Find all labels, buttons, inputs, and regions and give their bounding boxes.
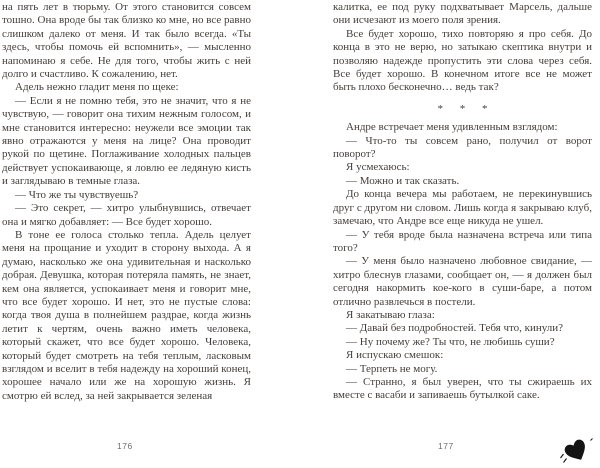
paragraph: — Что же ты чувствуешь? (15, 188, 139, 201)
paragraph: калитка, ее под руку подхватывает Марсель, дальше они исчезают из моего поля зрения. (333, 1, 592, 27)
page-number-right: 177 (438, 441, 454, 451)
scene-break: * * * (437, 102, 495, 115)
paragraph: — Терпеть не могу. (346, 362, 438, 375)
paragraph: Андре встречает меня удивленным взглядом: (346, 121, 558, 134)
paragraph: В тоне ее голоса столько тепла. Адель целует меня на прощание и уходит в сторону выхода. А я думаю, насколько же она удивительная и насколько добрая. Девушка, которая потеряла память, не знает, кем она является, успокаивает меня и говорит мне, что все будет хорошо. И нет, это не пустые слова: когда твоя душа в полнейшем раздрае, когда жизнь летит к чертям, очень важно иметь человека, который скажет, что все будет хорошо. Человека, который будет смотреть на тебя теплым, ласковым взглядом и вселит в тебя надежду на хороший конец, хорошее начало или же на хорошую жизнь. Я смотрю ей вслед, за ней закрывается зеленая (2, 228, 251, 402)
paragraph: До конца вечера мы работаем, не перекинувшись друг с другом ни словом. Лишь когда я закрываю клуб, замечаю, что Андре все еще никуда не ушел. (333, 188, 592, 228)
paragraph: — Ну почему же? Ты что, не любишь суши? (346, 335, 555, 348)
paragraph: — Странно, я был уверен, что ты сжираешь их вместе с васаби и запиваешь бутылкой саке. (333, 375, 592, 402)
paragraph: — Давай без подробностей. Тебя что, кинули? (346, 322, 564, 335)
paragraph: — Это секрет, — хитро улыбнувшись, отвечает она и мягко добавляет: — Все будет хорошо. (2, 202, 251, 228)
heart-cursor-icon (552, 433, 596, 467)
paragraph: — Что-то ты совсем рано, получил от ворот поворот? (333, 134, 592, 161)
paragraph: — У меня было назначено любовное свидание, — хитро блеснув глазами, сообщает он, — я должен был сегодня накормить кое-кого в суши-баре, а потом отлично развлечься в постели. (333, 255, 592, 308)
paragraph: — Можно и так сказать. (346, 174, 460, 187)
page-number-left: 176 (117, 441, 133, 451)
right-page (333, 1, 592, 403)
paragraph: Я испускаю смешок: (346, 349, 444, 362)
paragraph: — У тебя вроде была назначена встреча или типа того? (333, 228, 592, 254)
paragraph: — Если я не помню тебя, это не значит, что я не чувствую, — говорит она тихим нежным голосом, и мне становится интересно: неужели все эмоции так явно отражаются у меня на лице? Она проводит рукой по щетине. Поглаживание холодных пальцев действует успокаивающе, я ловлю ее ледяную кисть и заглядываю в темные глаза. (2, 94, 251, 188)
paragraph: Я закатываю глаза: (346, 308, 435, 321)
paragraph: Я усмехаюсь: (346, 161, 410, 174)
left-page (2, 1, 251, 403)
paragraph: Адель нежно гладит меня по щеке: (15, 81, 179, 94)
paragraph: Все будет хорошо, тихо повторяю я про себя. До конца в это не верю, но затыкаю скептика внутри и позволяю надежде пропустить эти слова через себя. Все будет хорошо. В конечном итоге все не может быть плохо бесконечно… ведь так? (333, 27, 592, 94)
paragraph: на пять лет в тюрьму. От этого становится совсем тошно. Она вроде бы так близко ко мне, но все равно слишком далеко от меня. И так было всегда. «Ты здесь, чтобы помочь ей вспомнить», — мысленно напоминаю я себе. Не для того, чтобы жить с ней долго и счастливо. К сожалению, нет. (2, 1, 251, 81)
